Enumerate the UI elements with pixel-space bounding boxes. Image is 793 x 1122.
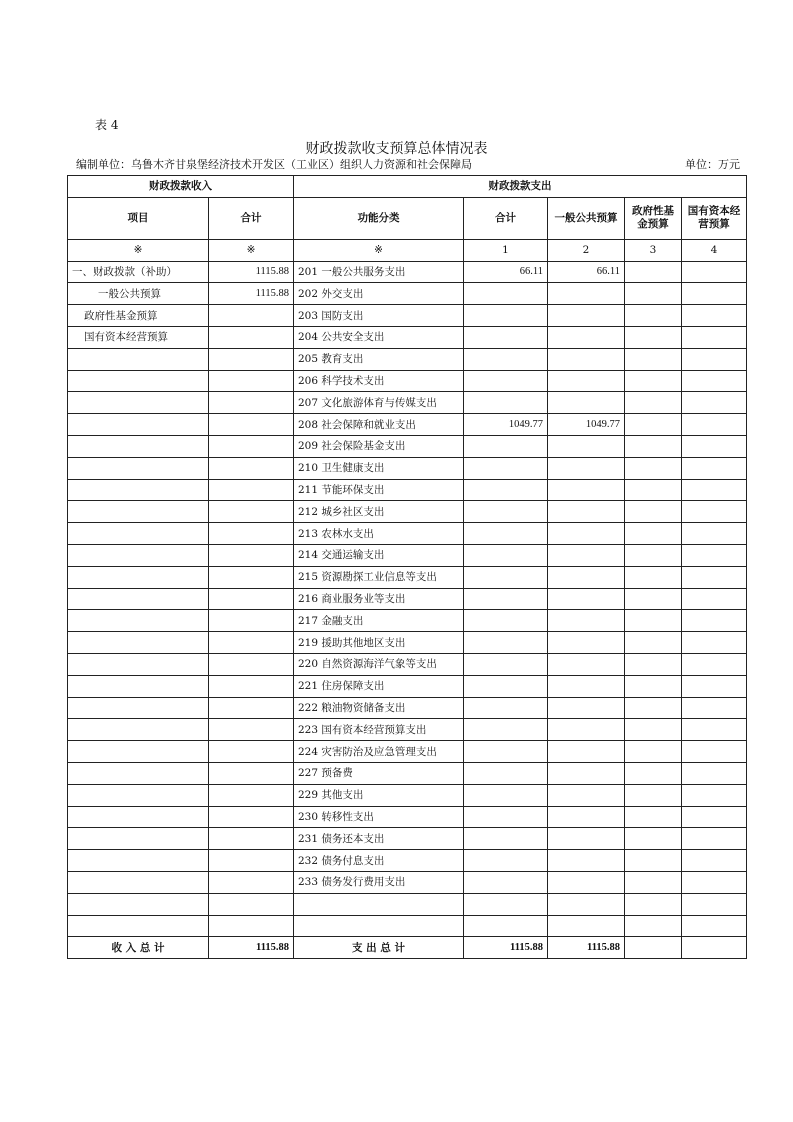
state-capital-cell [682,915,747,937]
table-number: 表 4 [95,118,119,132]
function-cell: 202 外交支出 [294,283,464,305]
gov-fund-cell [625,414,682,436]
expense-total-cell [464,719,548,741]
gov-fund-cell [625,850,682,872]
function-cell: 201 一般公共服务支出 [294,261,464,283]
gov-fund-cell [625,457,682,479]
income-total-label: 收 入 总 计 [68,937,209,959]
expense-total-cell [464,632,548,654]
table-row [68,719,747,741]
income-total-cell: 1115.88 [209,283,294,305]
index-cell: ※ [68,239,209,261]
gov-fund-cell [625,523,682,545]
index-cell: 3 [625,239,682,261]
gov-fund-cell [625,283,682,305]
table-row [68,261,747,283]
expense-total-cell [464,523,548,545]
table-row [68,414,747,436]
table-row [68,806,747,828]
expense-total-label: 支 出 总 计 [294,937,464,959]
income-total-cell [209,850,294,872]
income-total-cell [209,610,294,632]
function-cell: 221 住房保障支出 [294,675,464,697]
general-budget-header: 一般公共预算 [548,197,625,239]
expense-total-cell [464,588,548,610]
gov-fund-cell [625,893,682,915]
general-budget-cell [548,392,625,414]
state-capital-cell [682,850,747,872]
income-item-cell [68,828,209,850]
state-capital-cell [682,653,747,675]
table-row [68,762,747,784]
general-budget-cell [548,479,625,501]
index-row [68,239,747,261]
index-cell: 2 [548,239,625,261]
table-row [68,435,747,457]
gov-fund-cell [625,544,682,566]
general-budget-cell [548,610,625,632]
state-capital-cell [682,588,747,610]
table-row [68,588,747,610]
general-budget-cell [548,871,625,893]
state-capital-cell [682,762,747,784]
gov-fund-cell [625,719,682,741]
page-title: 财政拨款收支预算总体情况表 [305,141,488,157]
function-cell: 224 灾害防治及应急管理支出 [294,741,464,763]
function-cell: 216 商业服务业等支出 [294,588,464,610]
income-total-cell [209,828,294,850]
table-row [68,348,747,370]
table-row [68,850,747,872]
income-item-cell [68,871,209,893]
income-item-cell [68,697,209,719]
state-capital-grand-total [682,937,747,959]
state-capital-cell [682,326,747,348]
expense-total-cell [464,610,548,632]
income-total-cell [209,326,294,348]
expense-total-cell [464,675,548,697]
state-capital-cell [682,501,747,523]
general-budget-cell [548,893,625,915]
gov-fund-cell [625,915,682,937]
table-row [68,675,747,697]
general-grand-total: 1115.88 [548,937,625,959]
income-total-cell [209,915,294,937]
general-budget-cell [548,305,625,327]
index-cell: ※ [294,239,464,261]
income-total-cell [209,457,294,479]
state-capital-cell [682,305,747,327]
income-item-cell [68,610,209,632]
table-row [68,653,747,675]
function-cell: 214 交通运输支出 [294,544,464,566]
table-row [68,370,747,392]
expense-total-cell [464,370,548,392]
table-row [68,915,747,937]
general-budget-cell [548,544,625,566]
general-budget-cell [548,784,625,806]
state-capital-cell [682,675,747,697]
gov-fund-cell [625,784,682,806]
income-total-cell [209,871,294,893]
income-total-cell [209,305,294,327]
expense-total-cell [464,915,548,937]
index-cell: ※ [209,239,294,261]
expense-total-cell [464,544,548,566]
income-item-cell [68,915,209,937]
expense-total-cell [464,850,548,872]
table-row [68,501,747,523]
gov-fund-cell [625,697,682,719]
state-capital-cell [682,435,747,457]
gov-fund-cell [625,392,682,414]
expense-total-cell [464,501,548,523]
income-item-cell [68,544,209,566]
state-capital-cell [682,610,747,632]
expense-total-cell [464,871,548,893]
income-grand-total: 1115.88 [209,937,294,959]
expense-total-cell [464,893,548,915]
income-item-cell [68,348,209,370]
gov-fund-cell [625,435,682,457]
income-total-cell [209,479,294,501]
expense-total-cell [464,348,548,370]
gov-fund-cell [625,588,682,610]
income-item-cell [68,370,209,392]
gov-fund-cell [625,566,682,588]
income-item-cell [68,893,209,915]
state-capital-cell [682,566,747,588]
income-total-cell [209,588,294,610]
income-item-cell [68,762,209,784]
table-row [68,632,747,654]
general-budget-cell: 1049.77 [548,414,625,436]
gov-fund-cell [625,348,682,370]
function-cell: 204 公共安全支出 [294,326,464,348]
table-row [68,305,747,327]
function-cell: 206 科学技术支出 [294,370,464,392]
function-cell: 220 自然资源海洋气象等支出 [294,653,464,675]
income-item-cell [68,435,209,457]
state-capital-cell [682,479,747,501]
function-cell [294,893,464,915]
income-item-cell [68,414,209,436]
state-capital-cell [682,283,747,305]
function-cell: 213 农林水支出 [294,523,464,545]
general-budget-cell [548,370,625,392]
expense-total-cell [464,784,548,806]
function-cell: 229 其他支出 [294,784,464,806]
state-capital-cell [682,784,747,806]
expense-total-cell [464,697,548,719]
income-total-cell [209,501,294,523]
gov-fund-header: 政府性基金预算 [625,197,682,239]
income-item-cell [68,741,209,763]
table-row [68,566,747,588]
gov-fund-cell [625,610,682,632]
general-budget-cell [548,457,625,479]
function-cell: 222 粮油物资储备支出 [294,697,464,719]
function-cell: 219 援助其他地区支出 [294,632,464,654]
gov-fund-cell [625,632,682,654]
index-cell: 4 [682,239,747,261]
expense-total-cell [464,479,548,501]
gov-fund-cell [625,828,682,850]
expense-total-cell [464,392,548,414]
income-total-cell [209,392,294,414]
state-capital-cell [682,523,747,545]
expense-total-cell [464,457,548,479]
function-cell: 205 教育支出 [294,348,464,370]
income-item-cell [68,501,209,523]
state-capital-header: 国有资本经营预算 [682,197,747,239]
state-capital-cell [682,370,747,392]
income-item-cell [68,719,209,741]
income-total-cell [209,370,294,392]
budget-table [67,175,747,959]
general-budget-cell [548,828,625,850]
function-cell: 217 金融支出 [294,610,464,632]
gov-fund-cell [625,806,682,828]
gov-fund-cell [625,326,682,348]
income-total-cell [209,632,294,654]
income-item-cell [68,566,209,588]
expense-total-cell [464,435,548,457]
income-total-cell [209,784,294,806]
income-total-cell [209,414,294,436]
general-budget-cell: 66.11 [548,261,625,283]
expense-total-cell [464,326,548,348]
table-row [68,784,747,806]
general-budget-cell [548,806,625,828]
state-capital-cell [682,544,747,566]
table-row [68,326,747,348]
gov-fund-cell [625,871,682,893]
state-capital-cell [682,741,747,763]
income-item-cell: 政府性基金预算 [68,305,209,327]
gov-fund-cell [625,501,682,523]
general-budget-cell [548,719,625,741]
general-budget-cell [548,566,625,588]
function-cell [294,915,464,937]
income-item-cell [68,588,209,610]
function-cell: 231 债务还本支出 [294,828,464,850]
general-budget-cell [548,675,625,697]
income-item-cell [68,523,209,545]
state-capital-cell [682,893,747,915]
table-row [68,828,747,850]
table-row [68,610,747,632]
income-total-cell [209,348,294,370]
expense-total-cell [464,762,548,784]
income-item-cell [68,457,209,479]
gov-fund-cell [625,370,682,392]
function-header: 功能分类 [294,197,464,239]
income-total-cell [209,893,294,915]
index-cell: 1 [464,239,548,261]
table-row [68,392,747,414]
table-row [68,871,747,893]
general-budget-cell [548,435,625,457]
gov-fund-cell [625,305,682,327]
income-item-cell [68,653,209,675]
state-capital-cell [682,457,747,479]
table-row [68,741,747,763]
income-total-cell: 1115.88 [209,261,294,283]
income-item-cell: 一、财政拨款（补助） [68,261,209,283]
income-item-cell [68,784,209,806]
general-budget-cell [548,697,625,719]
general-budget-cell [548,632,625,654]
function-cell: 203 国防支出 [294,305,464,327]
income-item-cell [68,479,209,501]
state-capital-cell [682,348,747,370]
function-cell: 227 预备费 [294,762,464,784]
currency-unit: 单位：万元 [685,158,740,171]
function-cell: 223 国有资本经营预算支出 [294,719,464,741]
state-capital-cell [682,871,747,893]
expense-total-cell: 66.11 [464,261,548,283]
state-capital-cell [682,806,747,828]
general-budget-cell [548,326,625,348]
income-total-cell [209,435,294,457]
state-capital-cell [682,392,747,414]
income-group-header: 财政拨款收入 [68,176,294,198]
expense-total-cell [464,653,548,675]
expense-total-cell [464,283,548,305]
general-budget-cell [548,850,625,872]
income-total-cell [209,806,294,828]
general-budget-cell [548,348,625,370]
income-total-cell [209,762,294,784]
column-header-row [68,197,747,239]
state-capital-cell [682,697,747,719]
function-cell: 233 债务发行费用支出 [294,871,464,893]
gov-fund-grand-total [625,937,682,959]
gov-fund-cell [625,741,682,763]
income-total-cell [209,719,294,741]
income-item-cell: 一般公共预算 [68,283,209,305]
gov-fund-cell [625,261,682,283]
income-total-cell [209,523,294,545]
income-total-header: 合计 [209,197,294,239]
expense-group-header: 财政拨款支出 [294,176,747,198]
expense-total-header: 合计 [464,197,548,239]
compiling-unit: 编制单位：乌鲁木齐甘泉堡经济技术开发区（工业区）组织人力资源和社会保障局 [76,158,472,171]
function-cell: 230 转移性支出 [294,806,464,828]
table-row [68,457,747,479]
function-cell: 207 文化旅游体育与传媒支出 [294,392,464,414]
income-total-cell [209,697,294,719]
expense-total-cell [464,828,548,850]
general-budget-cell [548,762,625,784]
income-total-cell [209,544,294,566]
income-total-cell [209,741,294,763]
function-cell: 208 社会保障和就业支出 [294,414,464,436]
general-budget-cell [548,915,625,937]
expense-total-cell: 1049.77 [464,414,548,436]
totals-row [68,937,747,959]
state-capital-cell [682,261,747,283]
function-cell: 211 节能环保支出 [294,479,464,501]
gov-fund-cell [625,653,682,675]
income-item-cell [68,392,209,414]
function-cell: 215 资源勘探工业信息等支出 [294,566,464,588]
general-budget-cell [548,653,625,675]
expense-total-cell [464,305,548,327]
table-row [68,283,747,305]
general-budget-cell [548,283,625,305]
state-capital-cell [682,719,747,741]
state-capital-cell [682,632,747,654]
state-capital-cell [682,414,747,436]
general-budget-cell [548,741,625,763]
general-budget-cell [548,501,625,523]
table-row [68,479,747,501]
income-item-cell: 国有资本经营预算 [68,326,209,348]
table-row [68,893,747,915]
table-row [68,697,747,719]
income-item-cell [68,850,209,872]
general-budget-cell [548,523,625,545]
function-cell: 209 社会保险基金支出 [294,435,464,457]
function-cell: 212 城乡社区支出 [294,501,464,523]
income-total-cell [209,653,294,675]
expense-total-cell [464,806,548,828]
function-cell: 232 债务付息支出 [294,850,464,872]
income-item-cell [68,632,209,654]
income-item-cell [68,675,209,697]
function-cell: 210 卫生健康支出 [294,457,464,479]
expense-total-cell [464,566,548,588]
gov-fund-cell [625,479,682,501]
table-row [68,544,747,566]
state-capital-cell [682,828,747,850]
income-total-cell [209,675,294,697]
general-budget-cell [548,588,625,610]
expense-total-cell [464,741,548,763]
income-total-cell [209,566,294,588]
gov-fund-cell [625,762,682,784]
table-row [68,523,747,545]
group-header-row [68,176,747,198]
item-header: 项目 [68,197,209,239]
income-item-cell [68,806,209,828]
gov-fund-cell [625,675,682,697]
expense-grand-total: 1115.88 [464,937,548,959]
